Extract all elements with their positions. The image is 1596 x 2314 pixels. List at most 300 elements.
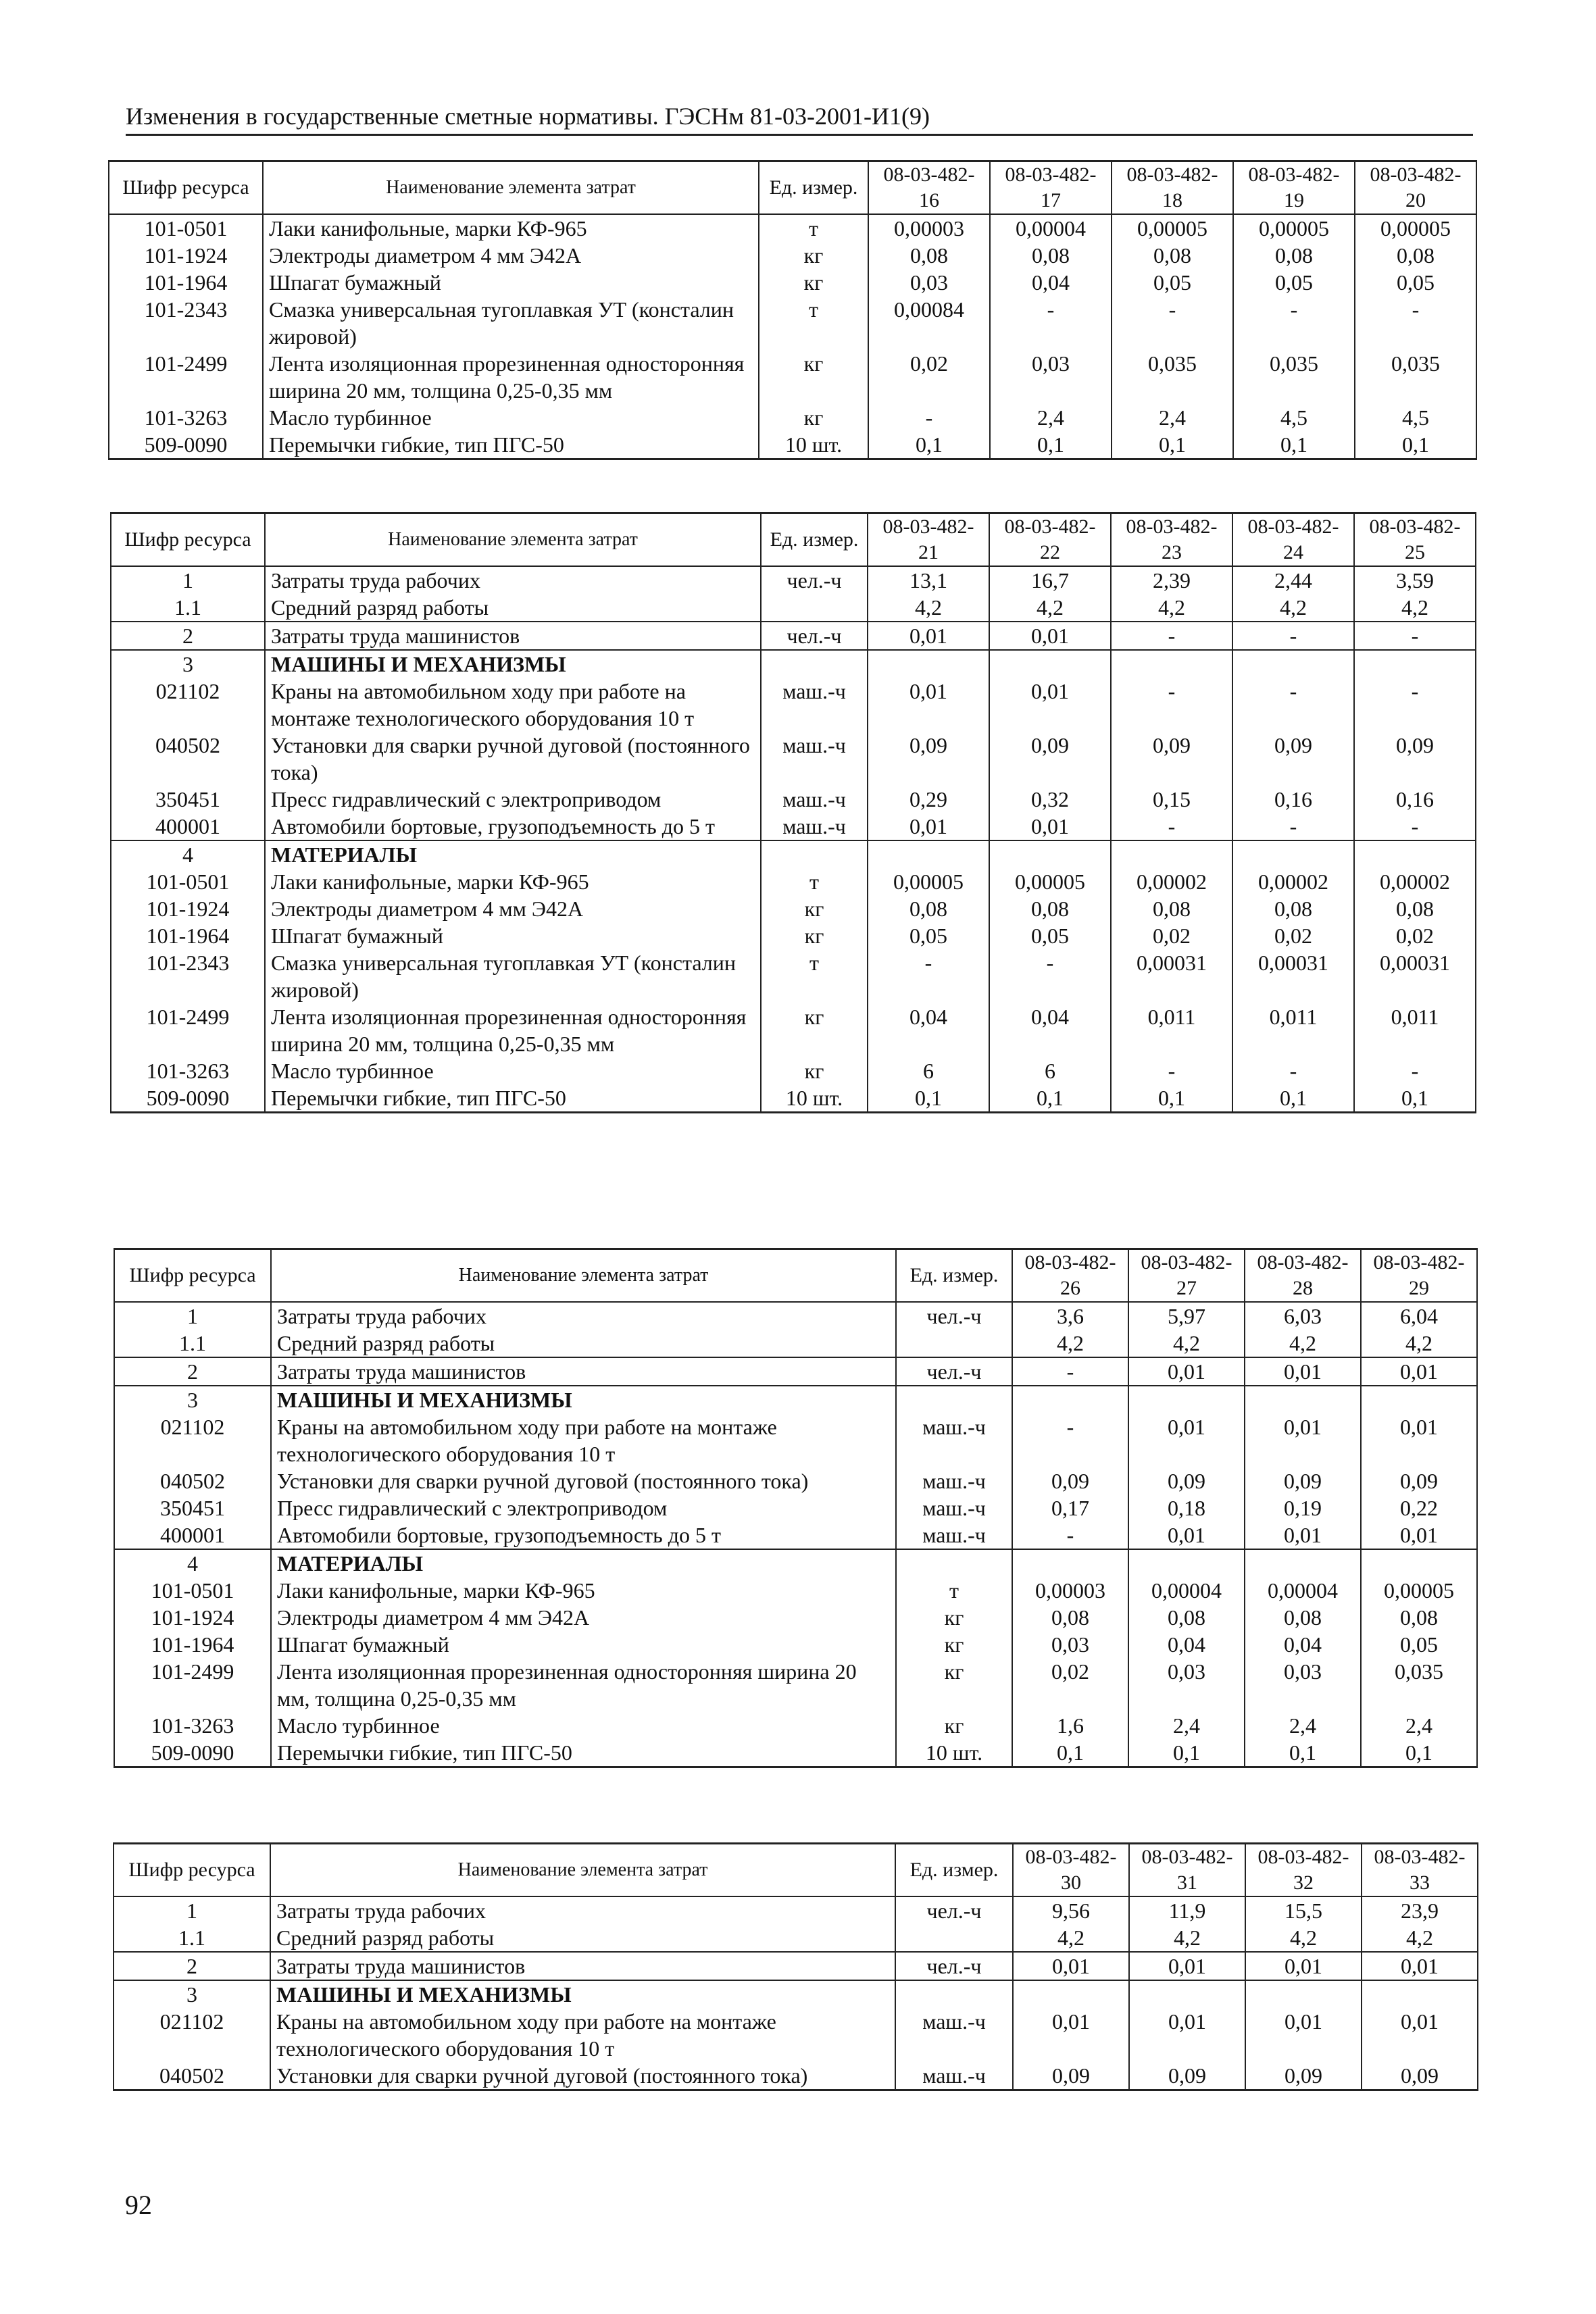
norm-value: 23,9 [1362,1896,1478,1924]
unit: т [896,1577,1012,1604]
norm-value [1232,840,1354,868]
element-name: Масло турбинное [271,1712,896,1739]
header-norm-code: 08-03-482-28 [1245,1249,1361,1303]
norm-value: 0,00003 [1012,1577,1128,1604]
norm-value: 0,00005 [1233,214,1355,242]
unit: маш.-ч [761,786,868,813]
norm-value: 0,00005 [1361,1577,1477,1604]
norm-value: 4,2 [1013,1924,1129,1952]
norm-value: 0,09 [1362,2062,1478,2090]
norm-value: 0,00002 [1232,868,1354,895]
unit: т [759,296,868,350]
norm-value: 0,1 [1361,1739,1477,1767]
norm-value: - [1355,296,1476,350]
norm-value: 0,04 [868,1003,989,1057]
norm-value: 0,01 [1362,1952,1478,1980]
norm-value: 0,00084 [868,296,990,350]
norm-value: 0,00005 [1112,214,1233,242]
resource-code: 021102 [111,678,265,732]
norm-value: - [1354,813,1476,840]
unit: кг [896,1631,1012,1658]
norm-value: 0,1 [1012,1739,1128,1767]
table-header-row [114,1844,1478,1897]
norm-value: 0,01 [868,813,989,840]
norm-value: 2,4 [1361,1712,1477,1739]
header-unit: Ед. измер. [896,1249,1012,1303]
resource-code: 1.1 [114,1330,271,1357]
unit: кг [759,269,868,296]
resource-code: 040502 [111,732,265,786]
unit: кг [759,242,868,269]
table-row [114,1357,1477,1386]
norm-value: - [1112,296,1233,350]
norm-value: 4,2 [868,594,989,622]
norm-value: 0,1 [990,431,1112,459]
unit: кг [759,404,868,431]
norm-value: - [1111,622,1232,650]
table-row [111,1057,1476,1084]
norm-value [1111,840,1232,868]
table-row [114,1577,1477,1604]
norm-value: 1,6 [1012,1712,1128,1739]
unit: маш.-ч [896,1467,1012,1494]
norm-value: 0,08 [990,242,1112,269]
table-row [114,1604,1477,1631]
norm-value [1354,840,1476,868]
element-name: Лаки канифольные, марки КФ-965 [271,1577,896,1604]
table-row [111,840,1476,868]
table-row [111,813,1476,840]
table-row [111,650,1476,678]
norm-value: 0,04 [1128,1631,1245,1658]
unit: 10 шт. [896,1739,1012,1767]
unit: т [761,868,868,895]
norm-value: 0,00002 [1111,868,1232,895]
norm-value: 0,035 [1361,1658,1477,1712]
resource-code: 1.1 [111,594,265,622]
table-row [111,678,1476,732]
resource-code: 101-0501 [109,214,263,242]
norm-value: 0,05 [868,922,989,949]
element-name: Краны на автомобильном ходу при работе на монтаже технологического оборудования 10 т [271,1413,896,1467]
unit: кг [761,1057,868,1084]
resource-code: 101-2499 [111,1003,265,1057]
norm-value: 0,32 [989,786,1111,813]
element-name: Перемычки гибкие, тип ПГС-50 [271,1739,896,1767]
resource-code: 1.1 [114,1924,270,1952]
norm-value: 0,01 [1013,1952,1129,1980]
norm-value: 0,17 [1012,1494,1128,1521]
norm-value: 0,02 [1012,1658,1128,1712]
unit [896,1330,1012,1357]
unit: кг [896,1712,1012,1739]
norm-value: - [1232,678,1354,732]
unit: чел.-ч [761,622,868,650]
norm-value: - [1012,1357,1128,1386]
element-name: Шпагат бумажный [263,269,759,296]
unit: кг [761,1003,868,1057]
table-row [114,1896,1478,1924]
table-row [114,1739,1477,1767]
unit [896,1386,1012,1413]
header-norm-code: 08-03-482-31 [1129,1844,1245,1897]
element-name: Затраты труда машинистов [271,1357,896,1386]
norm-value: 4,2 [1362,1924,1478,1952]
norm-value: - [868,404,990,431]
resource-code: 101-3263 [114,1712,271,1739]
resource-code: 101-0501 [114,1577,271,1604]
norm-value: 0,1 [1232,1084,1354,1113]
header-name: Наименование элемента затрат [270,1844,895,1897]
norm-value: 0,01 [1245,1952,1362,1980]
element-name: МАТЕРИАЛЫ [271,1549,896,1577]
norm-value: - [1232,622,1354,650]
resource-code: 400001 [111,813,265,840]
unit [761,650,868,678]
element-name: МАШИНЫ И МЕХАНИЗМЫ [270,1980,895,2008]
resource-code: 3 [111,650,265,678]
resource-code: 101-2499 [109,350,263,404]
element-name: Средний разряд работы [265,594,761,622]
norm-value: - [989,949,1111,1003]
element-name: Краны на автомобильном ходу при работе на монтаже технологического оборудования 10 т [265,678,761,732]
norm-value: 0,1 [1354,1084,1476,1113]
resource-code: 101-2343 [111,949,265,1003]
norm-value: 0,1 [1245,1739,1361,1767]
resource-code: 101-0501 [111,868,265,895]
norm-value: - [1354,1057,1476,1084]
unit: кг [896,1604,1012,1631]
unit: чел.-ч [896,1357,1012,1386]
header-code: Шифр ресурса [111,513,265,567]
resource-code: 021102 [114,2008,270,2062]
norm-value: 2,4 [1112,404,1233,431]
header-norm-code: 08-03-482-29 [1361,1249,1477,1303]
norm-value: 0,03 [1245,1658,1361,1712]
unit [895,1924,1013,1952]
resource-code: 350451 [114,1494,271,1521]
unit [761,594,868,622]
norm-value: 0,035 [1355,350,1476,404]
element-name: Лента изоляционная прорезиненная односторонняя ширина 20 мм, толщина 0,25-0,35 мм [263,350,759,404]
unit: маш.-ч [896,1413,1012,1467]
norm-value: 0,05 [1112,269,1233,296]
table-row [109,269,1476,296]
norm-value: 0,09 [1361,1467,1477,1494]
norm-value [1111,650,1232,678]
norm-value: 0,09 [868,732,989,786]
norm-value: 4,2 [1245,1330,1361,1357]
resource-code: 509-0090 [109,431,263,459]
norm-value: 0,00004 [1128,1577,1245,1604]
header-norm-code: 08-03-482-23 [1111,513,1232,567]
element-name: Шпагат бумажный [265,922,761,949]
element-name: Перемычки гибкие, тип ПГС-50 [263,431,759,459]
table-row [111,949,1476,1003]
element-name: МАТЕРИАЛЫ [265,840,761,868]
norm-value: 2,4 [1245,1712,1361,1739]
element-name: Масло турбинное [265,1057,761,1084]
norm-value: 0,03 [1128,1658,1245,1712]
norm-value [1245,1549,1361,1577]
table-row [111,622,1476,650]
norm-value: 0,09 [1128,1467,1245,1494]
norm-value: 0,035 [1112,350,1233,404]
norm-value: 0,08 [868,895,989,922]
table-row [111,566,1476,594]
norm-value: - [1111,813,1232,840]
resource-code: 350451 [111,786,265,813]
resource-code: 4 [111,840,265,868]
norm-value: 0,00004 [1245,1577,1361,1604]
page-number: 92 [125,2190,152,2220]
norm-value: 0,08 [1233,242,1355,269]
resource-code: 101-1964 [111,922,265,949]
norm-value: 6,04 [1361,1302,1477,1330]
unit: т [759,214,868,242]
norm-table-1 [108,160,1477,460]
norm-value: 0,00005 [868,868,989,895]
unit: маш.-ч [895,2008,1013,2062]
element-name: Средний разряд работы [271,1330,896,1357]
norm-value: 2,4 [990,404,1112,431]
table-header-row [114,1249,1477,1303]
norm-value: 0,01 [1128,1413,1245,1467]
norm-table-2 [110,512,1476,1113]
norm-value: - [1111,678,1232,732]
norm-value: 0,1 [989,1084,1111,1113]
table-row [114,1302,1477,1330]
table-row [109,431,1476,459]
norm-value [1362,1980,1478,2008]
norm-value: 0,01 [1361,1413,1477,1467]
norm-value [868,650,989,678]
element-name: МАШИНЫ И МЕХАНИЗМЫ [265,650,761,678]
table-row [111,732,1476,786]
table-row [109,242,1476,269]
norm-value: 0,035 [1233,350,1355,404]
norm-value: - [990,296,1112,350]
norm-table-4 [113,1842,1478,2091]
norm-value: 0,09 [1245,1467,1361,1494]
norm-value: 0,08 [1232,895,1354,922]
norm-value: 0,16 [1354,786,1476,813]
norm-value: 2,44 [1232,566,1354,594]
unit: кг [896,1658,1012,1712]
unit: маш.-ч [896,1521,1012,1549]
norm-value [1128,1549,1245,1577]
header-norm-code: 08-03-482-20 [1355,161,1476,215]
norm-value [989,650,1111,678]
element-name: Затраты труда машинистов [270,1952,895,1980]
element-name: Электроды диаметром 4 мм Э42А [265,895,761,922]
table-row [114,1658,1477,1712]
norm-value: 0,01 [1361,1357,1477,1386]
norm-value: 0,16 [1232,786,1354,813]
table-row [114,1330,1477,1357]
norm-value: - [868,949,989,1003]
resource-code: 101-3263 [111,1057,265,1084]
resource-code: 101-1924 [109,242,263,269]
norm-value: 0,01 [1129,1952,1245,1980]
norm-value: 0,15 [1111,786,1232,813]
table-row [114,1980,1478,2008]
norm-value: 2,39 [1111,566,1232,594]
norm-value: 0,04 [1245,1631,1361,1658]
norm-value: 0,011 [1354,1003,1476,1057]
unit: 10 шт. [761,1084,868,1113]
resource-code: 3 [114,1386,271,1413]
unit: чел.-ч [895,1952,1013,1980]
table-row [114,1952,1478,1980]
resource-code: 021102 [114,1413,271,1467]
norm-value: 6 [989,1057,1111,1084]
norm-value: 0,01 [868,678,989,732]
norm-table-3 [114,1248,1478,1768]
norm-value [1245,1980,1362,2008]
unit: 10 шт. [759,431,868,459]
resource-code: 1 [114,1896,270,1924]
element-name: Электроды диаметром 4 мм Э42А [263,242,759,269]
norm-value [1012,1386,1128,1413]
table-row [109,404,1476,431]
norm-value [1354,650,1476,678]
norm-value: 16,7 [989,566,1111,594]
element-name: Перемычки гибкие, тип ПГС-50 [265,1084,761,1113]
norm-value: 4,2 [1354,594,1476,622]
element-name: Затраты труда рабочих [271,1302,896,1330]
header-norm-code: 08-03-482-22 [989,513,1111,567]
norm-value: 0,01 [1245,2008,1362,2062]
norm-value: 0,05 [1355,269,1476,296]
header-unit: Ед. измер. [895,1844,1013,1897]
element-name: Пресс гидравлический с электроприводом [265,786,761,813]
norm-value: - [1111,1057,1232,1084]
norm-value: 0,01 [1128,1521,1245,1549]
unit: маш.-ч [761,678,868,732]
norm-value: - [1232,813,1354,840]
table-row [111,594,1476,622]
norm-value: 3,59 [1354,566,1476,594]
table-row [114,1494,1477,1521]
norm-value: 0,1 [1112,431,1233,459]
norm-value: 0,011 [1232,1003,1354,1057]
resource-code: 3 [114,1980,270,2008]
element-name: Шпагат бумажный [271,1631,896,1658]
norm-value [868,840,989,868]
header-norm-code: 08-03-482-26 [1012,1249,1128,1303]
norm-value: 4,2 [1111,594,1232,622]
resource-code: 509-0090 [114,1739,271,1767]
table-row [111,1084,1476,1113]
resource-code: 2 [111,622,265,650]
element-name: Электроды диаметром 4 мм Э42А [271,1604,896,1631]
resource-code: 400001 [114,1521,271,1549]
header-code: Шифр ресурса [109,161,263,215]
unit: маш.-ч [896,1494,1012,1521]
norm-value: 0,09 [1013,2062,1129,2090]
norm-value: 0,02 [1232,922,1354,949]
norm-value: 0,05 [1233,269,1355,296]
norm-value: 0,01 [868,622,989,650]
norm-value: 0,01 [1361,1521,1477,1549]
norm-value: - [1232,1057,1354,1084]
table-row [111,868,1476,895]
norm-value: 0,04 [989,1003,1111,1057]
norm-value [1361,1386,1477,1413]
header-name: Наименование элемента затрат [263,161,759,215]
norm-value: - [1233,296,1355,350]
norm-value: 0,00005 [989,868,1111,895]
norm-value: 0,05 [1361,1631,1477,1658]
norm-value: 4,5 [1233,404,1355,431]
norm-value: 0,00004 [990,214,1112,242]
norm-value: 0,01 [1013,2008,1129,2062]
header-norm-code: 08-03-482-32 [1245,1844,1362,1897]
table-row [114,1521,1477,1549]
norm-value: 0,08 [1111,895,1232,922]
element-name: Краны на автомобильном ходу при работе на монтаже технологического оборудования 10 т [270,2008,895,2062]
resource-code: 101-2499 [114,1658,271,1712]
resource-code: 101-1924 [111,895,265,922]
header-unit: Ед. измер. [761,513,868,567]
table-row [114,1712,1477,1739]
header-norm-code: 08-03-482-27 [1128,1249,1245,1303]
norm-value: 0,1 [1111,1084,1232,1113]
resource-code: 101-1924 [114,1604,271,1631]
norm-value [1232,650,1354,678]
norm-value: 0,1 [1355,431,1476,459]
norm-value: 4,2 [1361,1330,1477,1357]
unit: кг [759,350,868,404]
unit: маш.-ч [895,2062,1013,2090]
element-name: Затраты труда рабочих [270,1896,895,1924]
norm-value: 0,09 [1354,732,1476,786]
norm-value: 5,97 [1128,1302,1245,1330]
norm-value: 0,1 [1233,431,1355,459]
norm-value [1361,1549,1477,1577]
resource-code: 101-1964 [114,1631,271,1658]
resource-code: 040502 [114,1467,271,1494]
resource-code: 509-0090 [111,1084,265,1113]
norm-value: 3,6 [1012,1302,1128,1330]
norm-value: 0,08 [1128,1604,1245,1631]
element-name: Затраты труда рабочих [265,566,761,594]
norm-value [1013,1980,1129,2008]
norm-value: 0,02 [868,350,990,404]
norm-value: 0,09 [1245,2062,1362,2090]
element-name: Установки для сварки ручной дуговой (постоянного тока) [271,1467,896,1494]
norm-value: 0,03 [1012,1631,1128,1658]
table-header-row [111,513,1476,567]
norm-value [1245,1386,1361,1413]
resource-code: 4 [114,1549,271,1577]
header-norm-code: 08-03-482-16 [868,161,990,215]
header-code: Шифр ресурса [114,1249,271,1303]
norm-value: 0,01 [1245,1413,1361,1467]
element-name: Лаки канифольные, марки КФ-965 [263,214,759,242]
element-name: Лента изоляционная прорезиненная односторонняя ширина 20 мм, толщина 0,25-0,35 мм [265,1003,761,1057]
unit: чел.-ч [896,1302,1012,1330]
header-norm-code: 08-03-482-18 [1112,161,1233,215]
unit [895,1980,1013,2008]
header-norm-code: 08-03-482-33 [1362,1844,1478,1897]
norm-value: - [1354,678,1476,732]
header-norm-code: 08-03-482-24 [1232,513,1354,567]
norm-value: 13,1 [868,566,989,594]
norm-value: 4,2 [1232,594,1354,622]
norm-value: 0,02 [1354,922,1476,949]
